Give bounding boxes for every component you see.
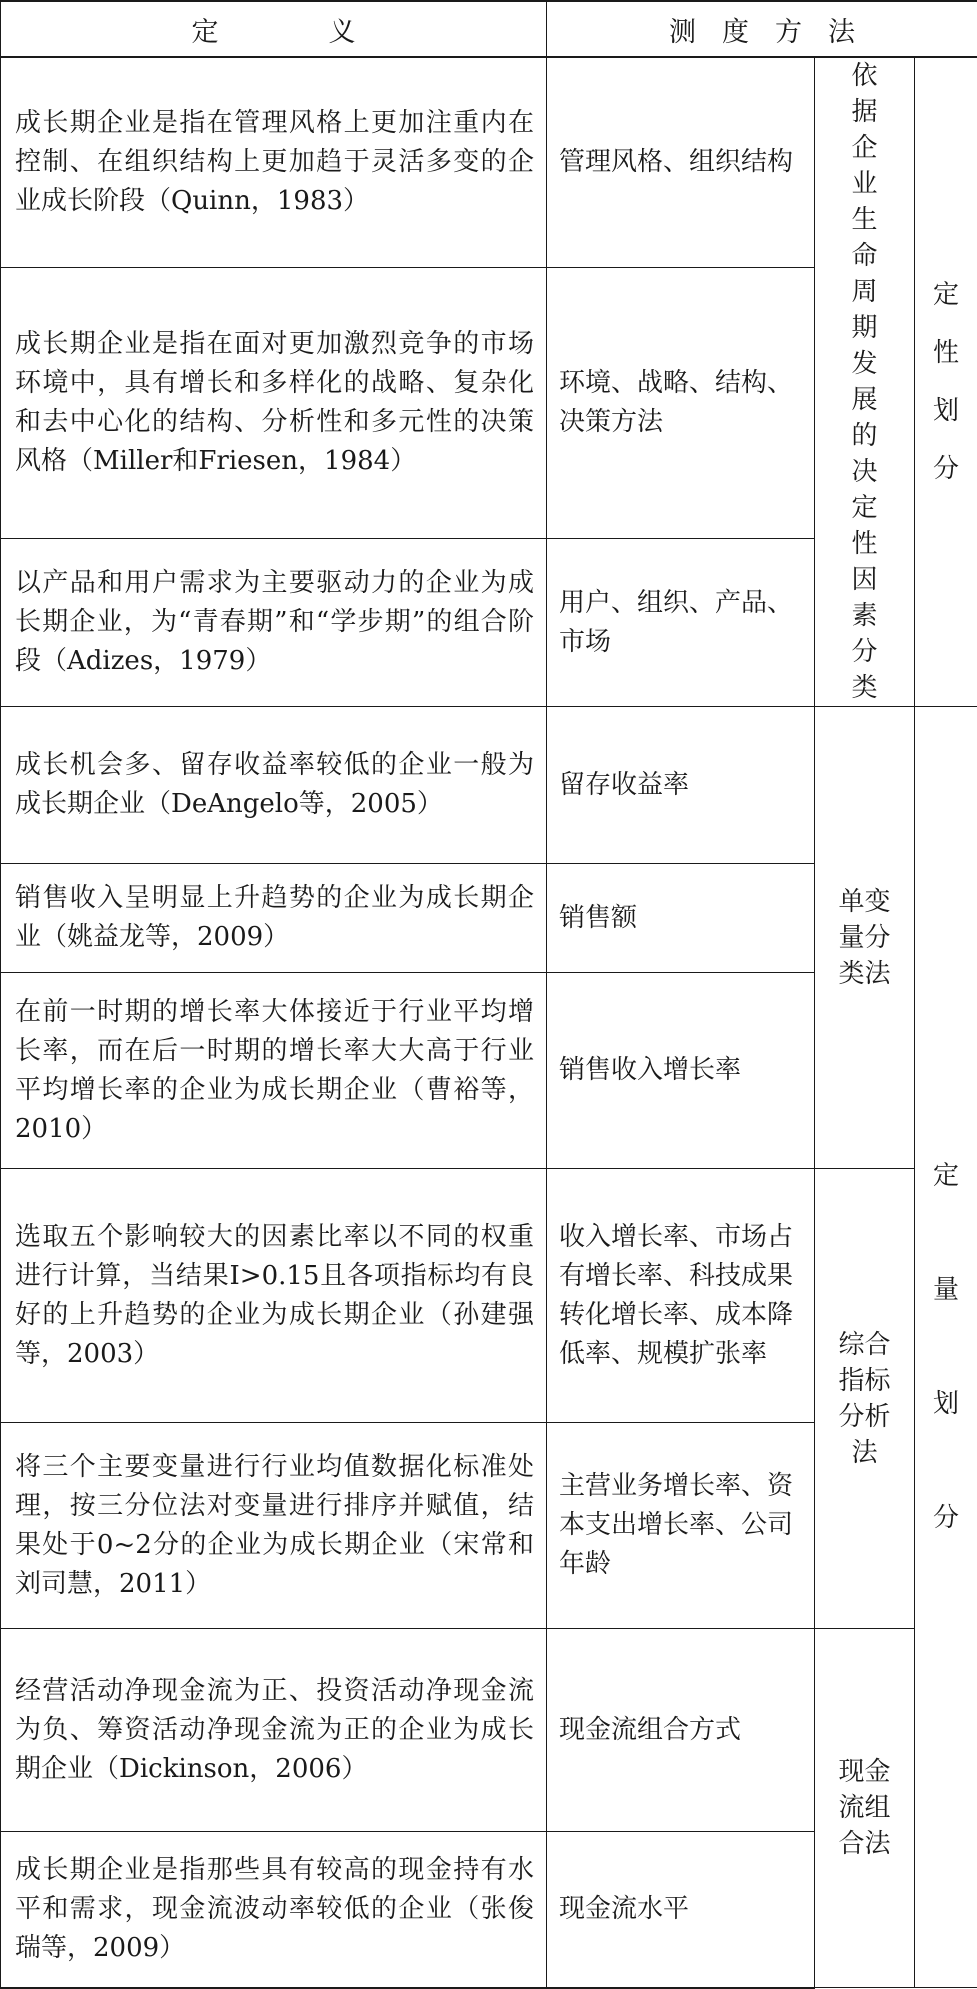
- definition-cell: 经营活动净现金流为正、投资活动净现金流为负、筹资活动净现金流为正的企业为成长期企业（Dickinson，2006）: [1, 1629, 547, 1832]
- header-measurement-method: 测度方法: [547, 1, 977, 57]
- table-header-row: [1, 1, 977, 57]
- table-row: [1, 707, 977, 864]
- group-cell-cash-flow-combination: 现金流组合法: [815, 1629, 915, 1988]
- definition-cell: 选取五个影响较大的因素比率以不同的权重进行计算，当结果I>0.15且各项指标均有良好的上升趋势的企业为成长期企业（孙建强等，2003）: [1, 1169, 547, 1423]
- group-cell-composite-index: 综合指标分析法: [815, 1169, 915, 1629]
- method-cell: 销售收入增长率: [547, 973, 815, 1169]
- definition-cell: 成长期企业是指在面对更加激烈竞争的市场环境中，具有增长和多样化的战略、复杂化和去中心化的结构、分析性和多元性的决策风格（Miller和Friesen，1984）: [1, 267, 547, 538]
- group-cell-lifecycle-factors: 依据企业生命周期发展的决定性因素分类: [815, 57, 915, 707]
- table-row: [1, 1169, 977, 1423]
- method-cell: 主营业务增长率、资本支出增长率、公司年龄: [547, 1423, 815, 1629]
- method-cell: 现金流组合方式: [547, 1629, 815, 1832]
- table-row: [1, 1629, 977, 1832]
- category-cell-qualitative: 定性划分: [915, 57, 977, 707]
- definition-cell: 成长机会多、留存收益率较低的企业一般为成长期企业（DeAngelo等，2005）: [1, 707, 547, 864]
- definition-cell: 以产品和用户需求为主要驱动力的企业为成长期企业，为“青春期”和“学步期”的组合阶段（Adizes，1979）: [1, 539, 547, 707]
- method-cell: 环境、战略、结构、决策方法: [547, 267, 815, 538]
- table-row: [1, 57, 977, 267]
- method-cell: 管理风格、组织结构: [547, 57, 815, 267]
- method-cell: 用户、组织、产品、市场: [547, 539, 815, 707]
- category-cell-quantitative: 定量划分: [915, 707, 977, 1988]
- definition-cell: 成长期企业是指那些具有较高的现金持有水平和需求，现金流波动率较低的企业（张俊瑞等，2009）: [1, 1832, 547, 1988]
- header-definition: 定义: [1, 1, 547, 57]
- definition-cell: 销售收入呈明显上升趋势的企业为成长期企业（姚益龙等，2009）: [1, 864, 547, 973]
- definition-cell: 将三个主要变量进行行业均值数据化标准处理，按三分位法对变量进行排序并赋值，结果处于0~2分的企业为成长期企业（宋常和刘司慧，2011）: [1, 1423, 547, 1629]
- method-cell: 现金流水平: [547, 1832, 815, 1988]
- method-cell: 留存收益率: [547, 707, 815, 864]
- method-cell: 收入增长率、市场占有增长率、科技成果转化增长率、成本降低率、规模扩张率: [547, 1169, 815, 1423]
- method-cell: 销售额: [547, 864, 815, 973]
- definition-cell: 在前一时期的增长率大体接近于行业平均增长率，而在后一时期的增长率大大高于行业平均增长率的企业为成长期企业（曹裕等，2010）: [1, 973, 547, 1169]
- group-cell-single-variable: 单变量分类法: [815, 707, 915, 1169]
- definition-cell: 成长期企业是指在管理风格上更加注重内在控制、在组织结构上更加趋于灵活多变的企业成长阶段（Quinn，1983）: [1, 57, 547, 267]
